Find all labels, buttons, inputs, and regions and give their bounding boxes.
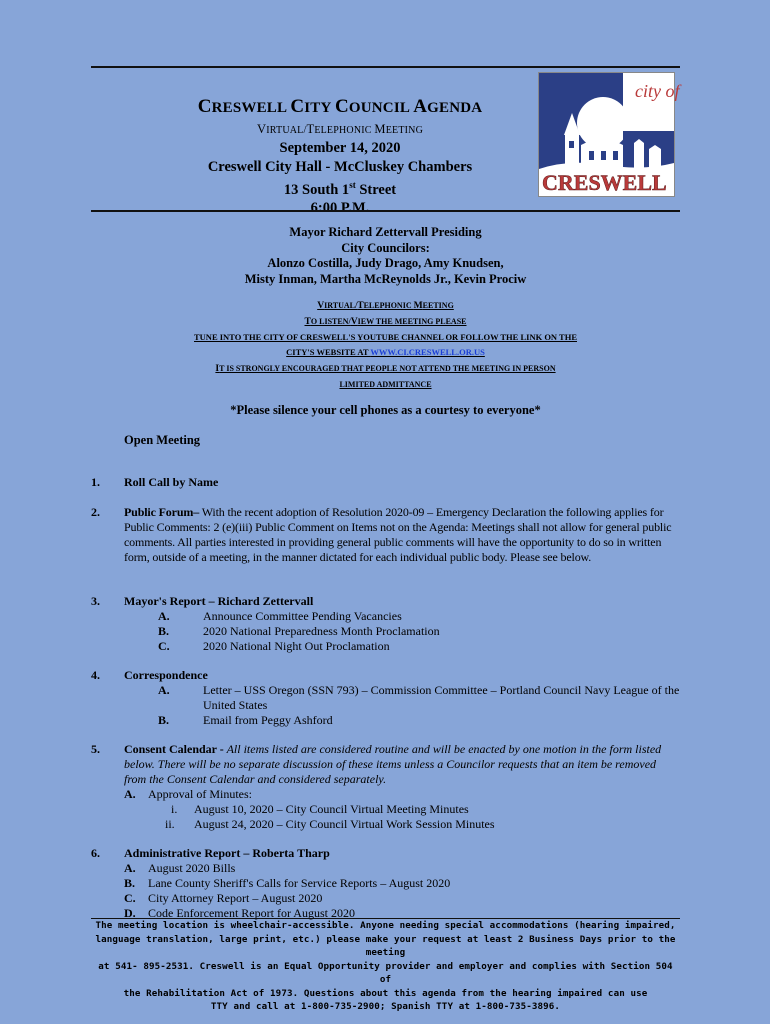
sub-item: B. 2020 National Preparedness Month Proclamation	[158, 624, 440, 638]
agenda-item-1	[91, 475, 680, 490]
city-logo	[538, 72, 680, 197]
agenda-item-3	[91, 594, 680, 654]
city-website-link[interactable]: WWW.CI.CRESWELL.OR.US	[370, 347, 485, 358]
agenda-item-2	[91, 505, 680, 565]
sub-item: A. Letter – USS Oregon (SSN 793) – Commission Committee – Portland Council Navy League of the United States	[158, 683, 680, 712]
item-number: 3.	[91, 594, 100, 608]
top-rule	[91, 66, 680, 68]
notice-line-3: TUNE INTO THE CITY OF CRESWELL'S YOUTUBE CHANNEL OR FOLLOW THE LINK ON THE	[194, 331, 577, 342]
meeting-details	[91, 139, 589, 218]
sub-item: B. Email from Peggy Ashford	[158, 713, 333, 727]
svg-text:city of: city of	[635, 81, 680, 101]
sub-sub-item: i. August 10, 2020 – City Council Virtual Meeting Minutes	[171, 802, 469, 816]
meeting-type: VIRTUAL/TELEPHONIC MEETING	[256, 122, 424, 136]
councilors-label: City Councilors:	[341, 240, 430, 255]
notice-line-5: IT IS STRONGLY ENCOURAGED THAT PEOPLE NOT ATTEND THE MEETING IN PERSON	[215, 363, 556, 375]
agenda-item-6	[91, 846, 680, 921]
sub-item: A. Approval of Minutes:	[124, 787, 252, 801]
agenda-item-5	[91, 742, 680, 832]
silence-phones-notice: *Please silence your cell phones as a courtesy to everyone*	[230, 403, 541, 417]
meeting-time: 6:00 P.M.	[310, 200, 370, 217]
item-title: Public Forum–	[124, 505, 200, 519]
mayor-presiding: Mayor Richard Zettervall Presiding	[289, 225, 482, 239]
footer-line-5: TTY and call at 1-800-735-2900; Spanish TTY at 1-800-735-3896.	[210, 1001, 561, 1012]
notice-line-2: TO LISTEN/VIEW THE MEETING PLEASE	[304, 315, 467, 327]
meeting-address: 13 South 1st Street	[283, 180, 397, 198]
sub-item: D. Code Enforcement Report for August 2020	[124, 906, 355, 920]
councilors-line-2: Misty Inman, Martha McReynolds Jr., Kevin Prociw	[244, 271, 527, 286]
item-number: 4.	[91, 668, 100, 682]
item-number: 2.	[91, 505, 100, 519]
item-title: Correspondence	[124, 668, 208, 682]
item-number: 5.	[91, 742, 100, 756]
accessibility-footer	[91, 919, 680, 1014]
presiding-officials	[91, 225, 680, 287]
footer-line-2: language translation, large print, etc.) please make your request at least 2 Business Days prior to the meeting	[95, 933, 676, 958]
notice-line-1: VIRTUAL/TELEPHONIC MEETING	[317, 300, 454, 311]
agenda-item-4	[91, 668, 680, 728]
sub-item: C. 2020 National Night Out Proclamation	[158, 639, 390, 653]
item-title: Administrative Report – Roberta Tharp	[124, 846, 330, 860]
sub-item: A. August 2020 Bills	[124, 861, 236, 875]
sub-item: A. Announce Committee Pending Vacancies	[158, 609, 402, 623]
footer-line-4: the Rehabilitation Act of 1973. Questions about this agenda from the hearing impaired can use	[123, 987, 648, 999]
notice-line-4: CITY'S WEBSITE AT WWW.CI.CRESWELL.OR.US	[286, 347, 485, 358]
virtual-meeting-notice	[91, 298, 680, 393]
sub-item: C. City Attorney Report – August 2020	[124, 891, 323, 905]
sub-sub-item: ii. August 24, 2020 – City Council Virtual Work Session Minutes	[165, 817, 495, 831]
item-title: Roll Call by Name	[124, 475, 219, 489]
meeting-date: September 14, 2020	[279, 140, 401, 156]
item-text: All items listed are considered routine and will be enacted by one motion in the form listed below. There will be no separate discussion of these items unless a Councilor requests that an item be removed from the Consent Calendar and considered separately.	[124, 742, 662, 786]
sub-item: B. Lane County Sheriff's Calls for Service Reports – August 2020	[124, 876, 451, 890]
agenda-title: CRESWELL CITY COUNCIL AGENDA	[197, 96, 483, 117]
notice-line-6: LIMITED ADMITTANCE	[339, 379, 432, 389]
item-number: 1.	[91, 475, 100, 489]
meeting-location: Creswell City Hall - McCluskey Chambers	[207, 158, 473, 175]
svg-text:CRESWELL: CRESWELL	[542, 170, 667, 195]
item-text: With the recent adoption of Resolution 2020-09 – Emergency Declaration the following applies for Public Comments: 2 (e)(iii) Public Comment on Items not on the Agenda: Meetings shall not allow for general public comments. All parties interested in providing general public comments will have the opportunity to do so in written form, outside of a meeting, in the manner dictated for each individual public body. Please see below.	[124, 505, 672, 564]
open-meeting-heading: Open Meeting	[124, 433, 201, 447]
footer-line-3: at 541- 895-2531. Creswell is an Equal Opportunity provider and employer and complies with Section 504 of	[98, 960, 673, 985]
item-title: Mayor's Report – Richard Zettervall	[124, 594, 314, 608]
item-title: Consent Calendar -	[124, 742, 224, 756]
councilors-line-1: Alonzo Costilla, Judy Drago, Amy Knudsen,	[267, 256, 504, 270]
header-rule	[91, 210, 680, 212]
footer-line-1: The meeting location is wheelchair-accessible. Anyone needing special accommodations (hearing impaired,	[95, 920, 676, 931]
item-number: 6.	[91, 846, 100, 860]
